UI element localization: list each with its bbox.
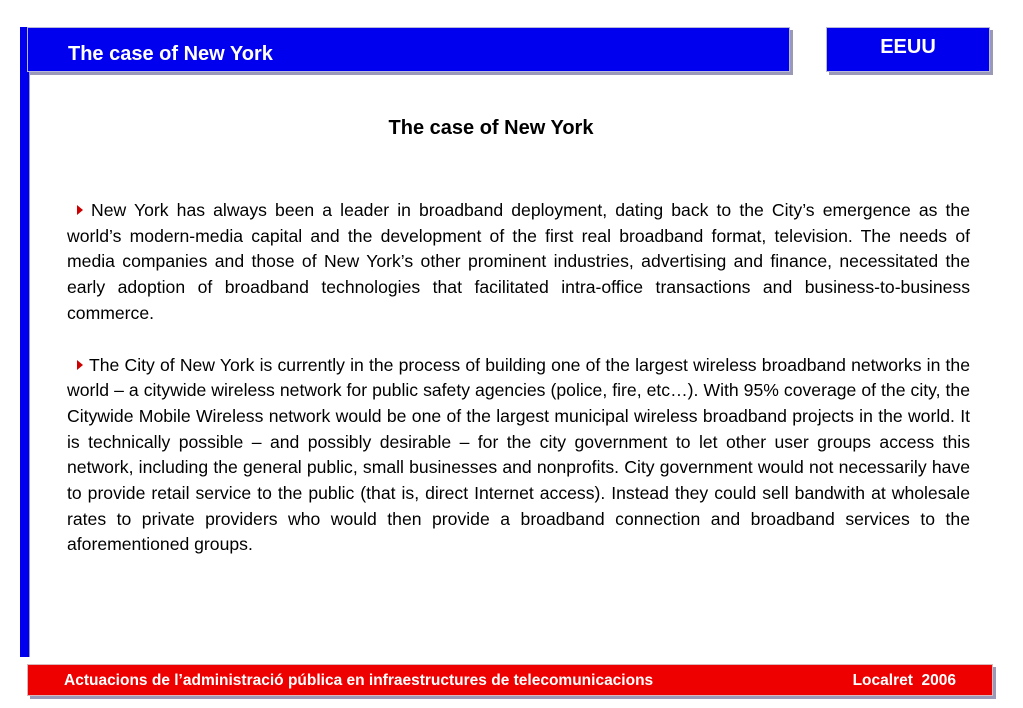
region-badge-label: EEUU	[880, 36, 936, 58]
triangle-right-icon	[77, 205, 83, 215]
header-bar	[27, 27, 790, 72]
slide-title: The case of New York	[388, 117, 594, 139]
header-title: The case of New York	[68, 43, 273, 65]
bullet-text: New York has always been a leader in broadband deployment, dating back to the City’s emergence as the world’s modern-media capital and the development of the first real broadband format, television. The needs of media companies and those of New York’s other prominent industries, advertising and finance, necessitated the early adoption of broadband technologies that facilitated intra-office transactions and business-to-business commerce.	[67, 200, 970, 323]
footer-bar	[27, 664, 993, 696]
footer-caption: Actuacions de l’administració pública en infraestructures de telecomunicacions	[64, 672, 654, 689]
footer-credit: Localret 2006	[852, 672, 956, 689]
triangle-right-icon	[77, 360, 83, 370]
slide-content	[67, 198, 970, 584]
bullet-item	[67, 198, 970, 327]
bullet-item	[67, 353, 970, 559]
bullet-text: The City of New York is currently in the process of building one of the largest wireless broadband networks in the world – a citywide wireless network for public safety agencies (police, fire, etc…). With 95% coverage of the city, the Citywide Mobile Wireless network would be one of the largest municipal wireless broadband projects in the world. It is technically possible – and possibly desirable – for the city government to let other user groups access this network, including the general public, small businesses and nonprofits. City government would not necessarily have to provide retail service to the public (that is, direct Internet access). Instead they could sell bandwith at wholesale rates to private providers who would then provide a broadband connection and broadband services to the aforementioned groups.	[67, 354, 970, 555]
region-badge	[826, 27, 990, 72]
